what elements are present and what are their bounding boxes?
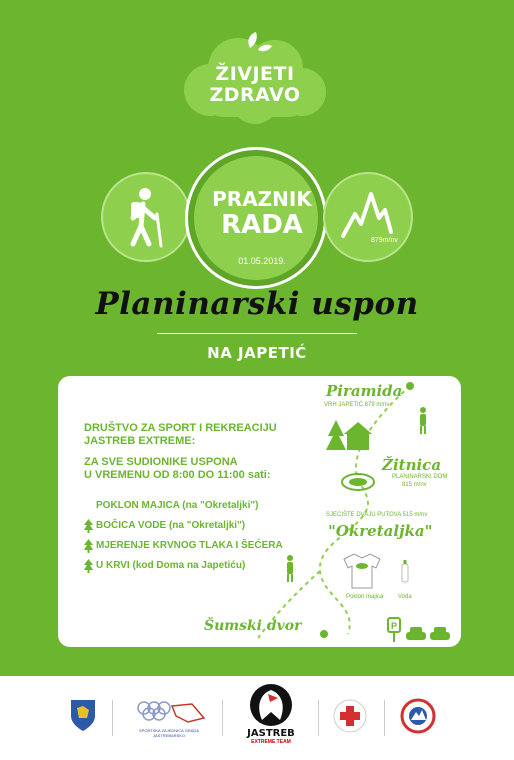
- hiker-circle: [101, 172, 191, 262]
- summit-marker: [406, 382, 414, 390]
- divider: [157, 333, 357, 334]
- sport-community-logo: [132, 698, 206, 738]
- page-subtitle: NA JAPETIĆ: [207, 344, 307, 362]
- event-date: 01.05.2019.: [238, 256, 286, 266]
- parking-letter: P: [390, 621, 398, 631]
- offer-label: MJERENJE KRVNOG TLAKA I ŠEĆERA: [96, 540, 283, 551]
- time-line-2: U VREMENU OD 8:00 DO 11:00 sati:: [84, 469, 271, 481]
- offer-label: U KRVI (kod Doma na Japetiću): [96, 560, 246, 571]
- map-label-zitnica: Žitnica: [382, 456, 442, 474]
- page-title: Planinarski uspon: [95, 286, 419, 322]
- mountain-circle: [323, 172, 413, 262]
- hiker-small-icon: [420, 407, 426, 434]
- car-icon: [406, 627, 426, 640]
- map-label-voda: Voda: [398, 594, 412, 600]
- organizer-line-1: DRUŠTVO ZA SPORT I REKREACIJU: [84, 422, 277, 434]
- time-line-1: ZA SVE SUDIONIKE USPONA: [84, 456, 238, 468]
- zivjeti-zdravo-logo: [180, 30, 330, 125]
- offer-label: BOČICA VODE (na "Okretaljki"): [96, 520, 246, 531]
- hiker-icon: [103, 174, 189, 260]
- event-badge: [185, 147, 327, 289]
- start-marker: [320, 630, 328, 638]
- divider: [222, 700, 223, 736]
- pine-tree-icon: [326, 420, 346, 450]
- water-bottle-icon: [402, 560, 408, 582]
- tshirt-icon: [344, 554, 380, 588]
- event-badge-inner: [194, 156, 318, 280]
- logo-line-2: ZDRAVO: [209, 84, 301, 106]
- olympic-rings-icon: [132, 698, 206, 726]
- map-sub-okretaljka: SJECIŠTE DVAJU PUTOVA 515 m/nv: [326, 512, 428, 518]
- map-label-okretaljka: "Okretaljka": [328, 522, 433, 540]
- event-title-line-1: PRAZNIK: [212, 187, 312, 211]
- tent-icon: [342, 474, 374, 490]
- map-label-sumski-dvor: Šumski dvor: [204, 618, 302, 634]
- jastreb-logo: [240, 682, 302, 756]
- mountaineering-club-logo: [398, 698, 438, 738]
- footer: [0, 676, 514, 760]
- divider: [318, 700, 319, 736]
- eagle-icon: [240, 682, 302, 728]
- logo-line-1: ŽIVJETI: [215, 63, 295, 85]
- mountain-icon: [325, 174, 411, 260]
- logo-text: [180, 64, 330, 106]
- offer-label: POKLON MAJICA (na "Okretaljki"): [96, 500, 259, 511]
- altitude-badge: 879m/nv: [371, 237, 398, 244]
- city-coat-of-arms-logo: [70, 698, 96, 738]
- jastreb-subtitle: EXTREME TEAM: [251, 739, 291, 745]
- car-icon: [430, 627, 450, 640]
- info-card: [58, 376, 461, 647]
- map-sub-zitnica-1: PLANINARSKI DOM: [392, 474, 448, 480]
- divider: [112, 700, 113, 736]
- house-icon: [344, 422, 372, 450]
- red-cross-logo: [330, 698, 370, 738]
- map-label-majica: Poklon majica: [346, 594, 384, 600]
- sport-community-text: SPORTSKA ZAJEDNICA GRADA JASTREBARSKO: [139, 728, 199, 738]
- mountaineering-badge-icon: [398, 698, 438, 734]
- map-sub-zitnica-2: 815 m/nv: [402, 482, 427, 488]
- map-sub-piramida: VRH JAPETIĆ 879 m/nv: [324, 402, 390, 408]
- map-label-piramida: Piramida: [326, 382, 403, 400]
- event-title-line-2: RADA: [221, 210, 303, 240]
- organizer-line-2: JASTREB EXTREME:: [84, 435, 196, 447]
- red-cross-icon: [330, 698, 370, 734]
- jastreb-name: JASTREB: [247, 728, 295, 739]
- hiker-small-icon: [287, 555, 293, 582]
- coat-of-arms-icon: [70, 698, 96, 732]
- divider: [384, 700, 385, 736]
